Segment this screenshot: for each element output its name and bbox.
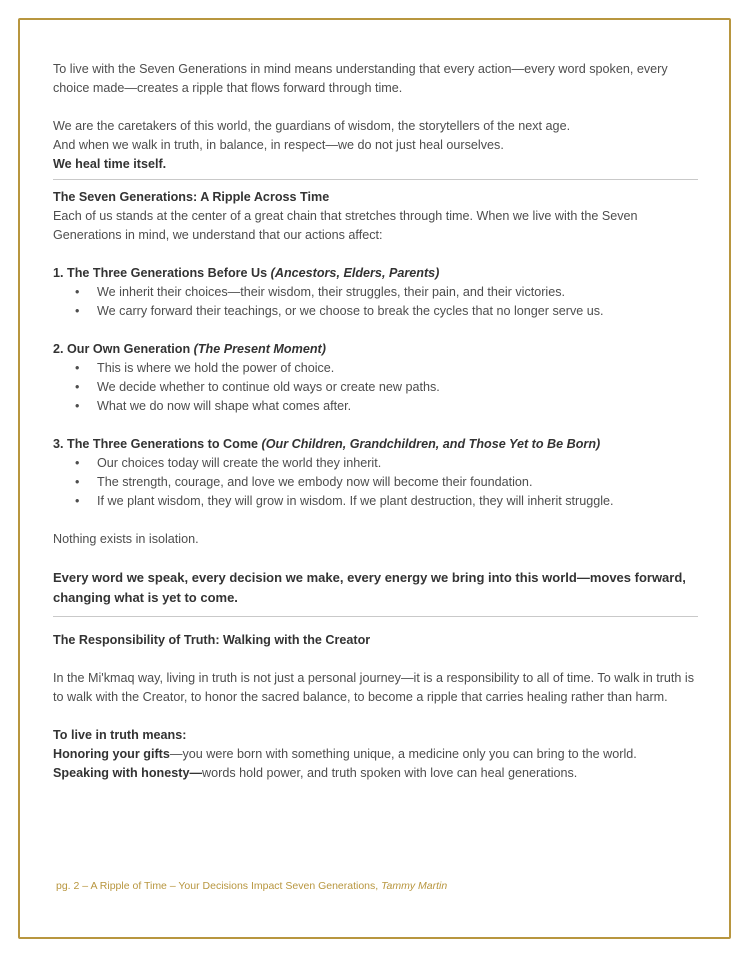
generation-bullets-1 bbox=[53, 283, 698, 321]
generation-bullets-3 bbox=[53, 454, 698, 511]
generation-item-1 bbox=[53, 264, 698, 321]
list-item: • This is where we hold the power of choice. bbox=[97, 359, 698, 378]
closing-line: Nothing exists in isolation. bbox=[53, 532, 199, 546]
truth-point-1-lead: Honoring your gifts bbox=[53, 747, 170, 761]
divider-1 bbox=[53, 179, 698, 180]
generation-subheading-1: (Ancestors, Elders, Parents) bbox=[270, 266, 440, 280]
generation-heading-1-text: 1. The Three Generations Before Us bbox=[53, 266, 271, 280]
truth-point-1-text: —you were born with something unique, a medicine only you can bring to the world. bbox=[169, 747, 637, 761]
generation-heading-1 bbox=[53, 264, 698, 283]
generation-item-3 bbox=[53, 435, 698, 511]
intro-paragraph-2 bbox=[53, 117, 698, 174]
intro-line-2: And when we walk in truth, in balance, in respect—we do not just heal ourselves. bbox=[53, 138, 504, 152]
generation-heading-3 bbox=[53, 435, 698, 454]
list-item: • The strength, courage, and love we embody now will become their foundation. bbox=[97, 473, 698, 492]
generation-bullets-2 bbox=[53, 359, 698, 416]
truth-point-2-text: words hold power, and truth spoken with love can heal generations. bbox=[202, 766, 578, 780]
section2-title: The Responsibility of Truth: Walking with the Creator bbox=[53, 633, 371, 647]
list-item: • What we do now will shape what comes after. bbox=[97, 397, 698, 416]
page-footer bbox=[56, 880, 447, 892]
list-item: • We carry forward their teachings, or we choose to break the cycles that no longer serve us. bbox=[97, 302, 698, 321]
intro-bold-line: We heal time itself. bbox=[53, 157, 167, 171]
list-item: • If we plant wisdom, they will grow in wisdom. If we plant destruction, they will inherit struggle. bbox=[97, 492, 698, 511]
truth-list-title: To live in truth means: bbox=[53, 728, 187, 742]
list-item: • Our choices today will create the world they inherit. bbox=[97, 454, 698, 473]
generation-subheading-3: (Our Children, Grandchildren, and Those Yet to Be Born) bbox=[261, 437, 601, 451]
generation-subheading-2: (The Present Moment) bbox=[193, 342, 326, 356]
divider-2 bbox=[53, 616, 698, 617]
list-item: • We decide whether to continue old ways or create new paths. bbox=[97, 378, 698, 397]
truth-point-2-lead: Speaking with honesty— bbox=[53, 766, 203, 780]
footer-text: pg. 2 – A Ripple of Time – Your Decisions Impact Seven Generations, bbox=[56, 880, 382, 892]
generation-heading-2 bbox=[53, 340, 698, 359]
emphasis-paragraph: Every word we speak, every decision we make, every energy we bring into this world—moves forward, changing what is yet to come. bbox=[53, 570, 686, 605]
section1-title: The Seven Generations: A Ripple Across Time bbox=[53, 190, 330, 204]
generation-heading-3-text: 3. The Three Generations to Come bbox=[53, 437, 262, 451]
list-item: • We inherit their choices—their wisdom, their struggles, their pain, and their victories. bbox=[97, 283, 698, 302]
generation-item-2 bbox=[53, 340, 698, 416]
document-body bbox=[53, 60, 698, 783]
footer-author: Tammy Martin bbox=[381, 880, 448, 892]
section2-paragraph: In the Mi'kmaq way, living in truth is not just a personal journey—it is a responsibility to all of time. To walk in truth is to walk with the Creator, to honor the sacred balance, to become a ripple that carries healing rather than harm. bbox=[53, 671, 694, 704]
intro-line-1: We are the caretakers of this world, the guardians of wisdom, the storytellers of the next age. bbox=[53, 119, 571, 133]
generation-heading-2-text: 2. Our Own Generation bbox=[53, 342, 194, 356]
section1-intro: Each of us stands at the center of a great chain that stretches through time. When we live with the Seven Generations in mind, we understand that our actions affect: bbox=[53, 209, 638, 242]
truth-list bbox=[53, 726, 698, 783]
intro-paragraph-1: To live with the Seven Generations in mind means understanding that every action—every word spoken, every choice made—creates a ripple that flows forward through time. bbox=[53, 62, 668, 95]
truth-point-2 bbox=[53, 764, 698, 783]
truth-point-1 bbox=[53, 745, 698, 764]
